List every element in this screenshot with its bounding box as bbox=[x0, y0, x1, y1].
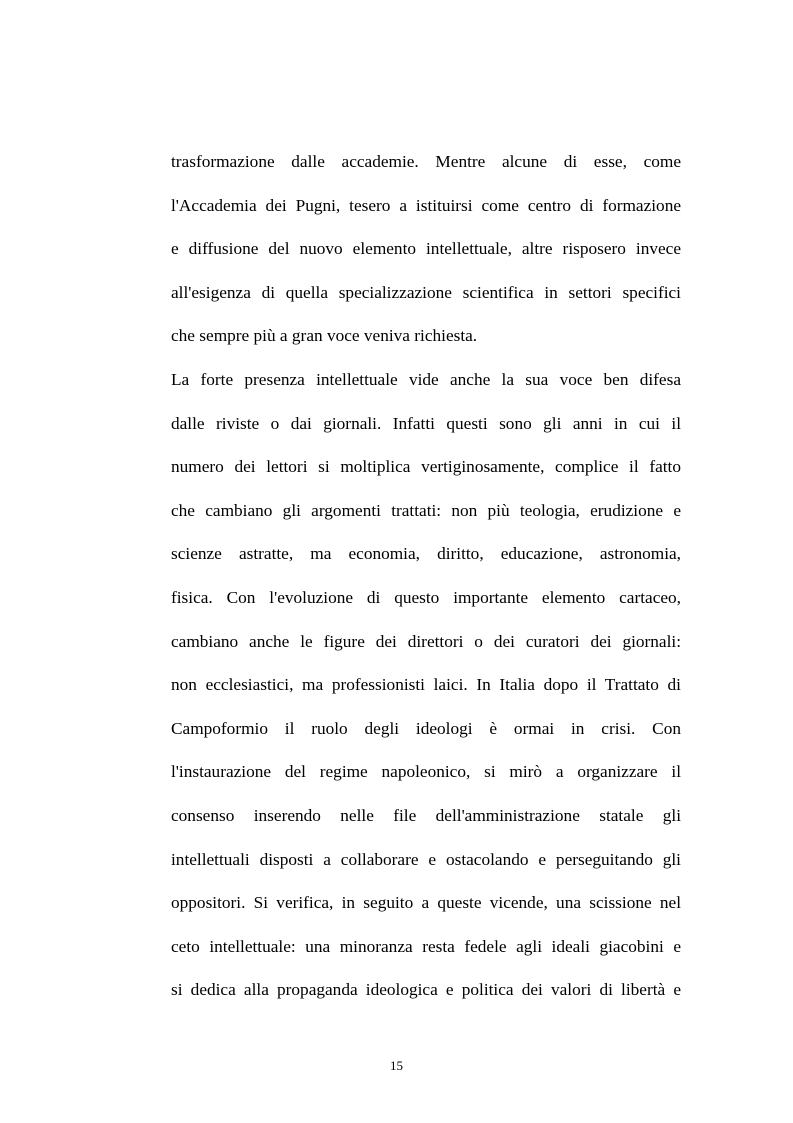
text-line: si dedica alla propaganda ideologica e politica dei valori di libertà e bbox=[171, 980, 681, 1000]
text-line: trasformazione dalle accademie. Mentre alcune di esse, come bbox=[171, 152, 681, 171]
text-line: Campoformio il ruolo degli ideologi è ormai in crisi. Con bbox=[171, 718, 681, 738]
text-line: scienze astratte, ma economia, diritto, educazione, astronomia, bbox=[171, 544, 681, 564]
text-line: e diffusione del nuovo elemento intellettuale, altre risposero invece bbox=[171, 239, 681, 259]
page-number: 15 bbox=[390, 1058, 403, 1073]
body-text bbox=[171, 146, 681, 1018]
text-line: che cambiano gli argomenti trattati: non più teologia, erudizione e bbox=[171, 500, 681, 520]
text-line: non ecclesiastici, ma professionisti laici. In Italia dopo il Trattato di bbox=[171, 675, 681, 695]
text-line: che sempre più a gran voce veniva richiesta. bbox=[171, 326, 478, 346]
text-line: consenso inserendo nelle file dell'amministrazione statale gli bbox=[171, 805, 681, 825]
text-line: intellettuali disposti a collaborare e ostacolando e perseguitando gli bbox=[171, 849, 681, 869]
text-line: ceto intellettuale: una minoranza resta fedele agli ideali giacobini e bbox=[171, 936, 681, 956]
text-line: l'instaurazione del regime napoleonico, si mirò a organizzare il bbox=[171, 762, 681, 782]
text-line: numero dei lettori si moltiplica vertiginosamente, complice il fatto bbox=[171, 457, 681, 477]
text-line: La forte presenza intellettuale vide anche la sua voce ben difesa bbox=[171, 369, 681, 389]
text-line: cambiano anche le figure dei direttori o dei curatori dei giornali: bbox=[171, 631, 681, 651]
text-line: dalle riviste o dai giornali. Infatti questi sono gli anni in cui il bbox=[171, 413, 681, 433]
text-line: oppositori. Si verifica, in seguito a queste vicende, una scissione nel bbox=[171, 893, 681, 913]
text-line: fisica. Con l'evoluzione di questo importante elemento cartaceo, bbox=[171, 587, 681, 607]
text-line: l'Accademia dei Pugni, tesero a istituirsi come centro di formazione bbox=[171, 195, 681, 215]
text-line: all'esigenza di quella specializzazione scientifica in settori specifici bbox=[171, 282, 681, 302]
